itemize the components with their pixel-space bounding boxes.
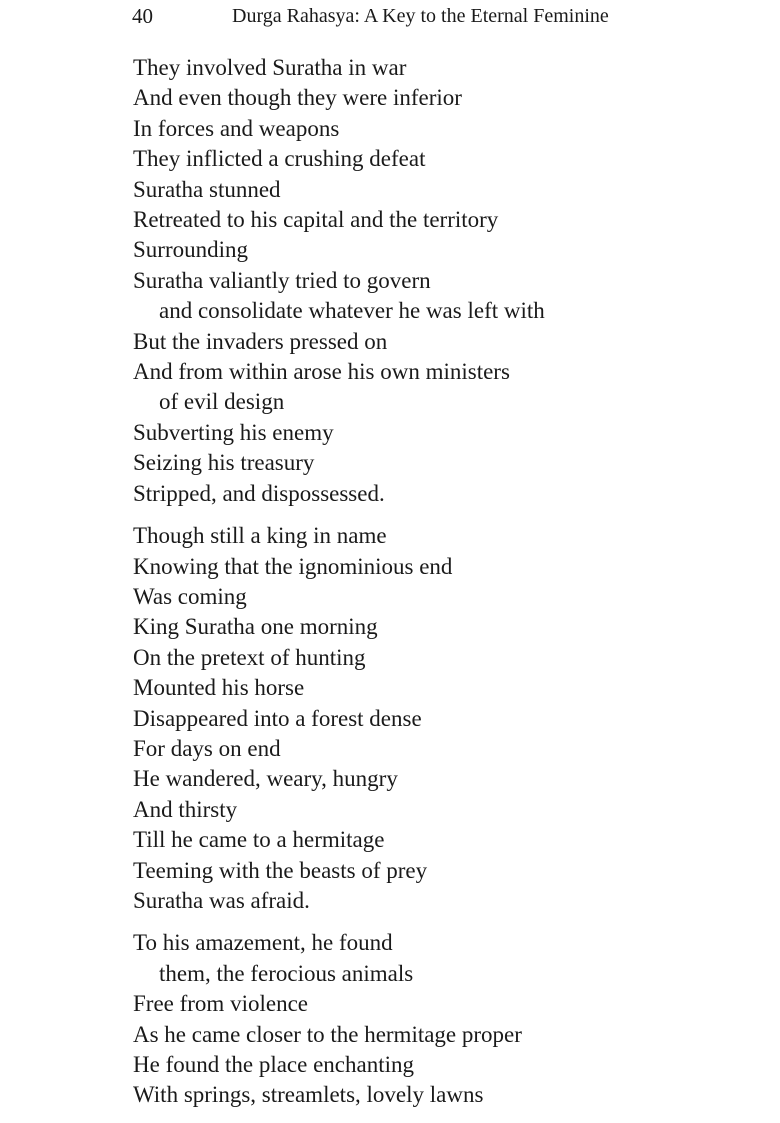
poem-line: Mounted his horse — [133, 675, 305, 701]
stanza — [133, 928, 753, 1110]
poem-line: As he came closer to the hermitage proper — [133, 1021, 522, 1047]
poem-line: They involved Suratha in war — [133, 55, 407, 80]
poem-line: Stripped, and dispossessed. — [133, 480, 385, 506]
poem-line: Teeming with the beasts of prey — [133, 857, 428, 883]
stanza — [133, 53, 753, 509]
poem-line: He wandered, weary, hungry — [133, 766, 398, 792]
poem-line: Knowing that the ignominious end — [133, 553, 453, 579]
poem-line: But the invaders pressed on — [133, 328, 388, 354]
poem-line: In forces and weapons — [133, 115, 340, 141]
poem-line: King Suratha one morning — [133, 614, 378, 640]
poem-line: And from within arose his own ministers — [133, 359, 510, 385]
page-number: 40 — [132, 4, 153, 28]
poem-line: and consolidate whatever he was left with — [159, 298, 545, 324]
stanza — [133, 521, 753, 916]
poem-line: Suratha was afraid. — [133, 887, 310, 913]
poem-body — [133, 53, 753, 1123]
poem-line: Seizing his treasury — [133, 450, 315, 476]
poem-line: Subverting his enemy — [133, 419, 334, 445]
poem-line: And even though they were inferior — [133, 85, 462, 111]
poem-line: Suratha stunned — [133, 176, 281, 202]
poem-line: Till he came to a hermitage — [133, 827, 385, 853]
poem-line: Was coming — [133, 583, 247, 609]
poem-line: They inflicted a crushing defeat — [133, 146, 426, 172]
poem-line: Suratha valiantly tried to govern — [133, 267, 431, 293]
poem-line: For days on end — [133, 735, 281, 761]
poem-line: Though still a king in name — [133, 523, 387, 549]
poem-line: Free from violence — [133, 991, 308, 1017]
poem-line: of evil design — [159, 389, 285, 415]
poem-line: Disappeared into a forest dense — [133, 705, 422, 731]
poem-line: Retreated to his capital and the territory — [133, 207, 499, 233]
poem-line: them, the ferocious animals — [159, 960, 414, 986]
running-title: Durga Rahasya: A Key to the Eternal Feminine — [232, 5, 609, 27]
poem-line: With springs, streamlets, lovely lawns — [133, 1082, 484, 1108]
poem-line: Surrounding — [133, 237, 248, 263]
poem-line: And thirsty — [133, 796, 238, 822]
poem-line: He found the place enchanting — [133, 1052, 414, 1077]
poem-line: To his amazement, he found — [133, 930, 393, 956]
poem-line: On the pretext of hunting — [133, 644, 366, 670]
page-header — [0, 2, 780, 30]
